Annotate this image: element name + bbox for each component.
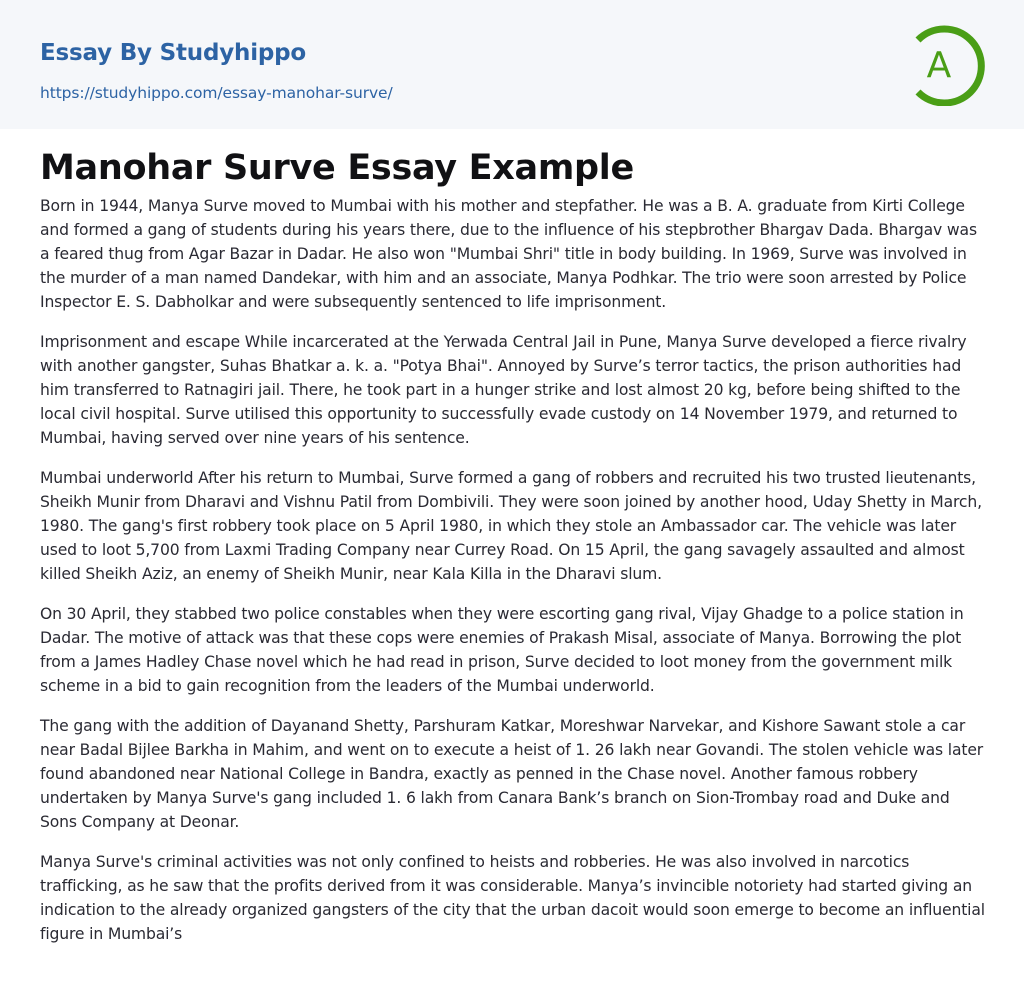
paragraph: Mumbai underworld After his return to Mumbai, Surve formed a gang of robbers and recruited his two trusted lieutenants, Sheikh Munir from Dharavi and Vishnu Patil from Dombivili. They were soon joined by another hood, Uday Shetty in March, 1980. The gang's first robbery took place on 5 April 1980, in which they stole an Ambassador car. The vehicle was later used to loot 5,700 from Laxmi Trading Company near Currey Road. On 15 April, the gang savagely assaulted and almost killed Sheikh Aziz, an enemy of Sheikh Munir, near Kala Killa in the Dharavi slum.	[40, 469, 982, 583]
paragraph: Imprisonment and escape While incarcerated at the Yerwada Central Jail in Pune, Manya Surve developed a fierce rivalry with another gangster, Suhas Bhatkar a. k. a. "Potya Bhai". Annoyed by Surve’s terror tactics, the prison authorities had him transferred to Ratnagiri jail. There, he took part in a hunger strike and lost almost 20 kg, before being shifted to the local civil hospital. Surve utilised this opportunity to successfully evade custody on 14 November 1979, and returned to Mumbai, having served over nine years of his sentence.	[40, 333, 967, 447]
paragraph: On 30 April, they stabbed two police constables when they were escorting gang rival, Vijay Ghadge to a police station in Dadar. The motive of attack was that these cops were enemies of Prakash Misal, associate of Manya. Borrowing the plot from a James Hadley Chase novel which he had read in prison, Surve decided to loot money from the government milk scheme in a bid to gain recognition from the leaders of the Mumbai underworld.	[40, 605, 964, 695]
studyhippo-logo-icon[interactable]	[906, 18, 988, 106]
article-body	[40, 194, 986, 962]
paragraph: The gang with the addition of Dayanand Shetty, Parshuram Katkar, Moreshwar Narvekar, and Kishore Sawant stole a car near Badal Bijlee Barkha in Mahim, and went on to execute a heist of 1. 26 lakh near Govandi. The stolen vehicle was later found abandoned near National College in Bandra, exactly as penned in the Chase novel. Another famous robbery undertaken by Manya Surve's gang included 1. 6 lakh from Canara Bank’s branch on Sion-Trombay road and Duke and Sons Company at Deonar.	[40, 717, 984, 831]
paragraph: Manya Surve's criminal activities was not only confined to heists and robberies. He was also involved in narcotics trafficking, as he saw that the profits derived from it was considerable. Manya’s invincible notoriety had started giving an indication to the already organized gangsters of the city that the urban dacoit would soon emerge to become an influential figure in Mumbai’s	[40, 853, 985, 943]
logo-letter: A	[926, 45, 952, 86]
brand-title[interactable]: Essay By Studyhippo	[40, 40, 307, 66]
essay-url-link[interactable]: https://studyhippo.com/essay-manohar-surve/	[40, 84, 393, 102]
logo-svg	[906, 18, 988, 106]
page-title: Manohar Surve Essay Example	[40, 148, 634, 188]
paragraph: Born in 1944, Manya Surve moved to Mumbai with his mother and stepfather. He was a B. A. graduate from Kirti College and formed a gang of students during his years there, due to the influence of his stepbrother Bhargav Dada. Bhargav was a feared thug from Agar Bazar in Dadar. He also won "Mumbai Shri" title in body building. In 1969, Surve was involved in the murder of a man named Dandekar, with him and an associate, Manya Podhkar. The trio were soon arrested by Police Inspector E. S. Dabholkar and were subsequently sentenced to life imprisonment.	[40, 197, 977, 311]
